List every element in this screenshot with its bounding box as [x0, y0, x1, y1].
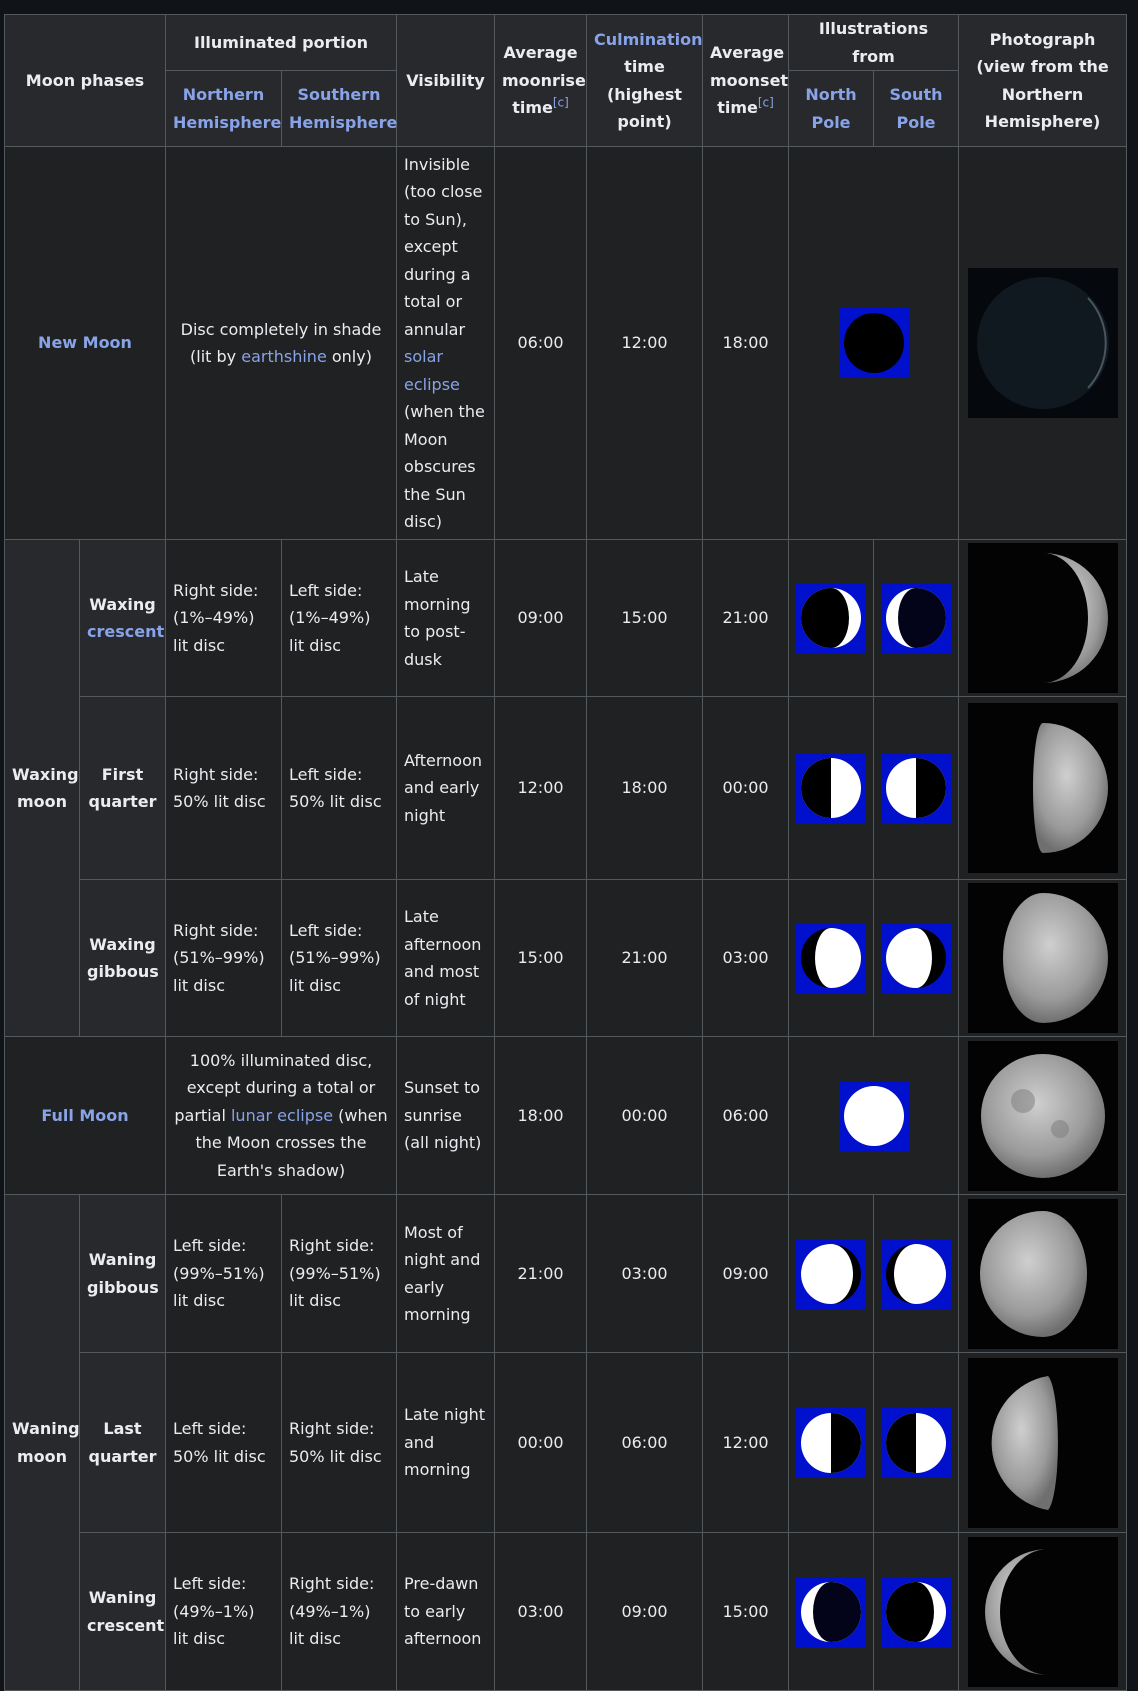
first-quarter-north-illustration[interactable] — [796, 753, 866, 823]
phase-name-cell: Waning gibbous — [80, 1195, 166, 1353]
south-pole-illustration-cell — [874, 1195, 959, 1353]
full-moon-photo[interactable] — [968, 1041, 1118, 1191]
moonrise-cell: 09:00 — [495, 540, 587, 697]
phase-name-cell: Last quarter — [80, 1353, 166, 1533]
visibility-text-post: (when the Moon obscures the Sun disc) — [404, 402, 485, 531]
moonrise-note-link[interactable]: [c] — [552, 95, 569, 110]
northern-cell: Right side: (51%–99%) lit disc — [166, 880, 282, 1037]
moonset-header — [703, 15, 789, 147]
photo-cell — [959, 1533, 1127, 1691]
moonrise-cell: 06:00 — [495, 147, 587, 540]
illuminated-cell — [166, 1037, 397, 1195]
new-moon-photo[interactable] — [968, 268, 1118, 418]
moonset-cell: 06:00 — [703, 1037, 789, 1195]
moonrise-header — [495, 15, 587, 147]
southern-cell: Right side: (49%–1%) lit disc — [282, 1533, 397, 1691]
south-pole-illustration-cell — [874, 540, 959, 697]
table-row-new-moon — [5, 147, 1127, 540]
moonrise-header-label: Average moonrise time — [502, 43, 586, 118]
moonrise-cell: 03:00 — [495, 1533, 587, 1691]
visibility-cell: Most of night and early morning — [397, 1195, 495, 1353]
culmination-link[interactable]: Culmination — [594, 29, 703, 49]
moonset-cell: 18:00 — [703, 147, 789, 540]
moonrise-cell: 21:00 — [495, 1195, 587, 1353]
culmination-cell: 03:00 — [587, 1195, 703, 1353]
illustration-cell — [789, 147, 959, 540]
culmination-header — [587, 15, 703, 147]
north-pole-illustration-cell — [789, 880, 874, 1037]
visibility-cell: Late morning to post-dusk — [397, 540, 495, 697]
waxing-gibbous-south-illustration[interactable] — [881, 923, 951, 993]
group-label-waning-moon: Waning moon — [5, 1195, 80, 1691]
north-pole-link[interactable]: North Pole — [789, 71, 874, 147]
northern-cell: Left side: (99%–51%) lit disc — [166, 1195, 282, 1353]
culmination-cell: 12:00 — [587, 147, 703, 540]
moonrise-cell: 12:00 — [495, 697, 587, 880]
phase-name-cell — [5, 147, 166, 540]
visibility-cell: Pre-dawn to early afternoon — [397, 1533, 495, 1691]
phase-name-cell: First quarter — [80, 697, 166, 880]
northern-cell: Right side: (1%–49%) lit disc — [166, 540, 282, 697]
new-moon-link[interactable]: New Moon — [38, 333, 132, 353]
phase-name-text: Waxing — [89, 594, 156, 614]
photograph-header: Photograph (view from the Northern Hemisphere) — [959, 15, 1127, 147]
earthshine-link[interactable]: earthshine — [241, 347, 327, 366]
moonset-cell: 03:00 — [703, 880, 789, 1037]
solar-eclipse-link[interactable]: solar eclipse — [404, 347, 460, 394]
south-pole-link[interactable]: South Pole — [874, 71, 959, 147]
culmination-header-label: time (highest point) — [606, 57, 683, 131]
table-row-first-quarter — [5, 697, 1127, 880]
first-quarter-south-illustration[interactable] — [881, 753, 951, 823]
illustrations-header: Illustrations from — [789, 15, 959, 71]
photo-cell — [959, 1195, 1127, 1353]
full-moon-illustration[interactable] — [839, 1081, 909, 1151]
illuminated-text-post: only) — [326, 347, 372, 366]
phase-name-cell: Waning crescent — [80, 1533, 166, 1691]
visibility-cell: Sunset to sunrise (all night) — [397, 1037, 495, 1195]
phase-name-cell — [5, 1037, 166, 1195]
northern-cell: Right side: 50% lit disc — [166, 697, 282, 880]
southern-cell: Left side: (1%–49%) lit disc — [282, 540, 397, 697]
table-row-waning-gibbous — [5, 1195, 1127, 1353]
illuminated-portion-header: Illuminated portion — [166, 15, 397, 71]
new-moon-illustration[interactable] — [839, 308, 909, 378]
culmination-cell: 21:00 — [587, 880, 703, 1037]
moon-phases-table — [4, 14, 1127, 1691]
southern-hemisphere-link[interactable]: Southern Hemisphere — [282, 71, 397, 147]
visibility-cell: Late afternoon and most of night — [397, 880, 495, 1037]
first-quarter-photo[interactable] — [968, 703, 1118, 873]
table-row-waxing-gibbous — [5, 880, 1127, 1037]
phase-name-cell: Waxing gibbous — [80, 880, 166, 1037]
culmination-cell: 00:00 — [587, 1037, 703, 1195]
southern-cell: Right side: 50% lit disc — [282, 1353, 397, 1533]
culmination-cell: 06:00 — [587, 1353, 703, 1533]
south-pole-illustration-cell — [874, 880, 959, 1037]
lunar-eclipse-link[interactable]: lunar eclipse — [230, 1105, 334, 1125]
southern-cell: Left side: 50% lit disc — [282, 697, 397, 880]
table-row-waxing-crescent — [5, 540, 1127, 697]
moonset-cell: 09:00 — [703, 1195, 789, 1353]
crescent-link[interactable]: crescent — [87, 622, 165, 641]
south-pole-illustration-cell — [874, 697, 959, 880]
full-moon-link[interactable]: Full Moon — [41, 1105, 129, 1125]
waning-crescent-north-illustration[interactable] — [796, 1577, 866, 1647]
table-row-last-quarter — [5, 1353, 1127, 1533]
waning-gibbous-north-illustration[interactable] — [796, 1239, 866, 1309]
moonset-cell: 15:00 — [703, 1533, 789, 1691]
visibility-cell: Late night and morning — [397, 1353, 495, 1533]
north-pole-illustration-cell — [789, 1195, 874, 1353]
moonset-cell: 12:00 — [703, 1353, 789, 1533]
north-pole-illustration-cell — [789, 540, 874, 697]
culmination-cell: 15:00 — [587, 540, 703, 697]
phase-name-cell — [80, 540, 166, 697]
waxing-crescent-south-illustration[interactable] — [881, 583, 951, 653]
table-row-waning-crescent — [5, 1533, 1127, 1691]
southern-cell: Left side: (51%–99%) lit disc — [282, 880, 397, 1037]
waning-crescent-photo[interactable] — [968, 1537, 1118, 1687]
last-quarter-south-illustration[interactable] — [881, 1408, 951, 1478]
north-pole-illustration-cell — [789, 1533, 874, 1691]
culmination-cell: 18:00 — [587, 697, 703, 880]
moon-phases-header: Moon phases — [5, 15, 166, 147]
table-row-full-moon — [5, 1037, 1127, 1195]
last-quarter-north-illustration[interactable] — [796, 1408, 866, 1478]
photo-cell — [959, 1353, 1127, 1533]
illuminated-text: Disc completely in shade — [180, 319, 382, 339]
north-pole-illustration-cell — [789, 1353, 874, 1533]
northern-cell: Left side: (49%–1%) lit disc — [166, 1533, 282, 1691]
waxing-gibbous-north-illustration[interactable] — [796, 923, 866, 993]
culmination-cell: 09:00 — [587, 1533, 703, 1691]
last-quarter-photo[interactable] — [968, 1358, 1118, 1528]
visibility-header: Visibility — [397, 15, 495, 147]
illustration-cell — [789, 1037, 959, 1195]
visibility-cell: Afternoon and early night — [397, 697, 495, 880]
photo-cell — [959, 147, 1127, 540]
photo-cell — [959, 540, 1127, 697]
southern-cell: Right side: (99%–51%) lit disc — [282, 1195, 397, 1353]
waning-gibbous-photo[interactable] — [968, 1199, 1118, 1349]
photo-cell — [959, 880, 1127, 1037]
group-label-waxing-moon: Waxing moon — [5, 540, 80, 1037]
moonrise-cell: 00:00 — [495, 1353, 587, 1533]
waning-crescent-south-illustration[interactable] — [881, 1577, 951, 1647]
moonset-note-link[interactable]: [c] — [757, 95, 774, 110]
waning-gibbous-south-illustration[interactable] — [881, 1239, 951, 1309]
waxing-crescent-north-illustration[interactable] — [796, 583, 866, 653]
waxing-crescent-photo[interactable] — [968, 543, 1118, 693]
photo-cell — [959, 1037, 1127, 1195]
photo-cell — [959, 697, 1127, 880]
moonset-header-label: Average moonset time — [710, 43, 789, 118]
northern-hemisphere-link[interactable]: Northern Hemisphere — [166, 71, 282, 147]
header-row-1 — [5, 15, 1127, 71]
illuminated-text-post: (when the Moon crosses the Earth's shadow) — [195, 1105, 388, 1180]
illuminated-cell — [166, 147, 397, 540]
visibility-cell — [397, 147, 495, 540]
south-pole-illustration-cell — [874, 1533, 959, 1691]
moonset-cell: 21:00 — [703, 540, 789, 697]
north-pole-illustration-cell — [789, 697, 874, 880]
moonrise-cell: 18:00 — [495, 1037, 587, 1195]
illuminated-text-pre: (lit by — [190, 347, 242, 366]
waxing-gibbous-photo[interactable] — [968, 883, 1118, 1033]
northern-cell: Left side: 50% lit disc — [166, 1353, 282, 1533]
moonset-cell: 00:00 — [703, 697, 789, 880]
illuminated-text-pre: 100% illuminated disc, except during a total or partial — [174, 1050, 376, 1125]
visibility-text-pre: Invisible (too close to Sun), except during a total or annular — [404, 154, 483, 339]
moonrise-cell: 15:00 — [495, 880, 587, 1037]
south-pole-illustration-cell — [874, 1353, 959, 1533]
